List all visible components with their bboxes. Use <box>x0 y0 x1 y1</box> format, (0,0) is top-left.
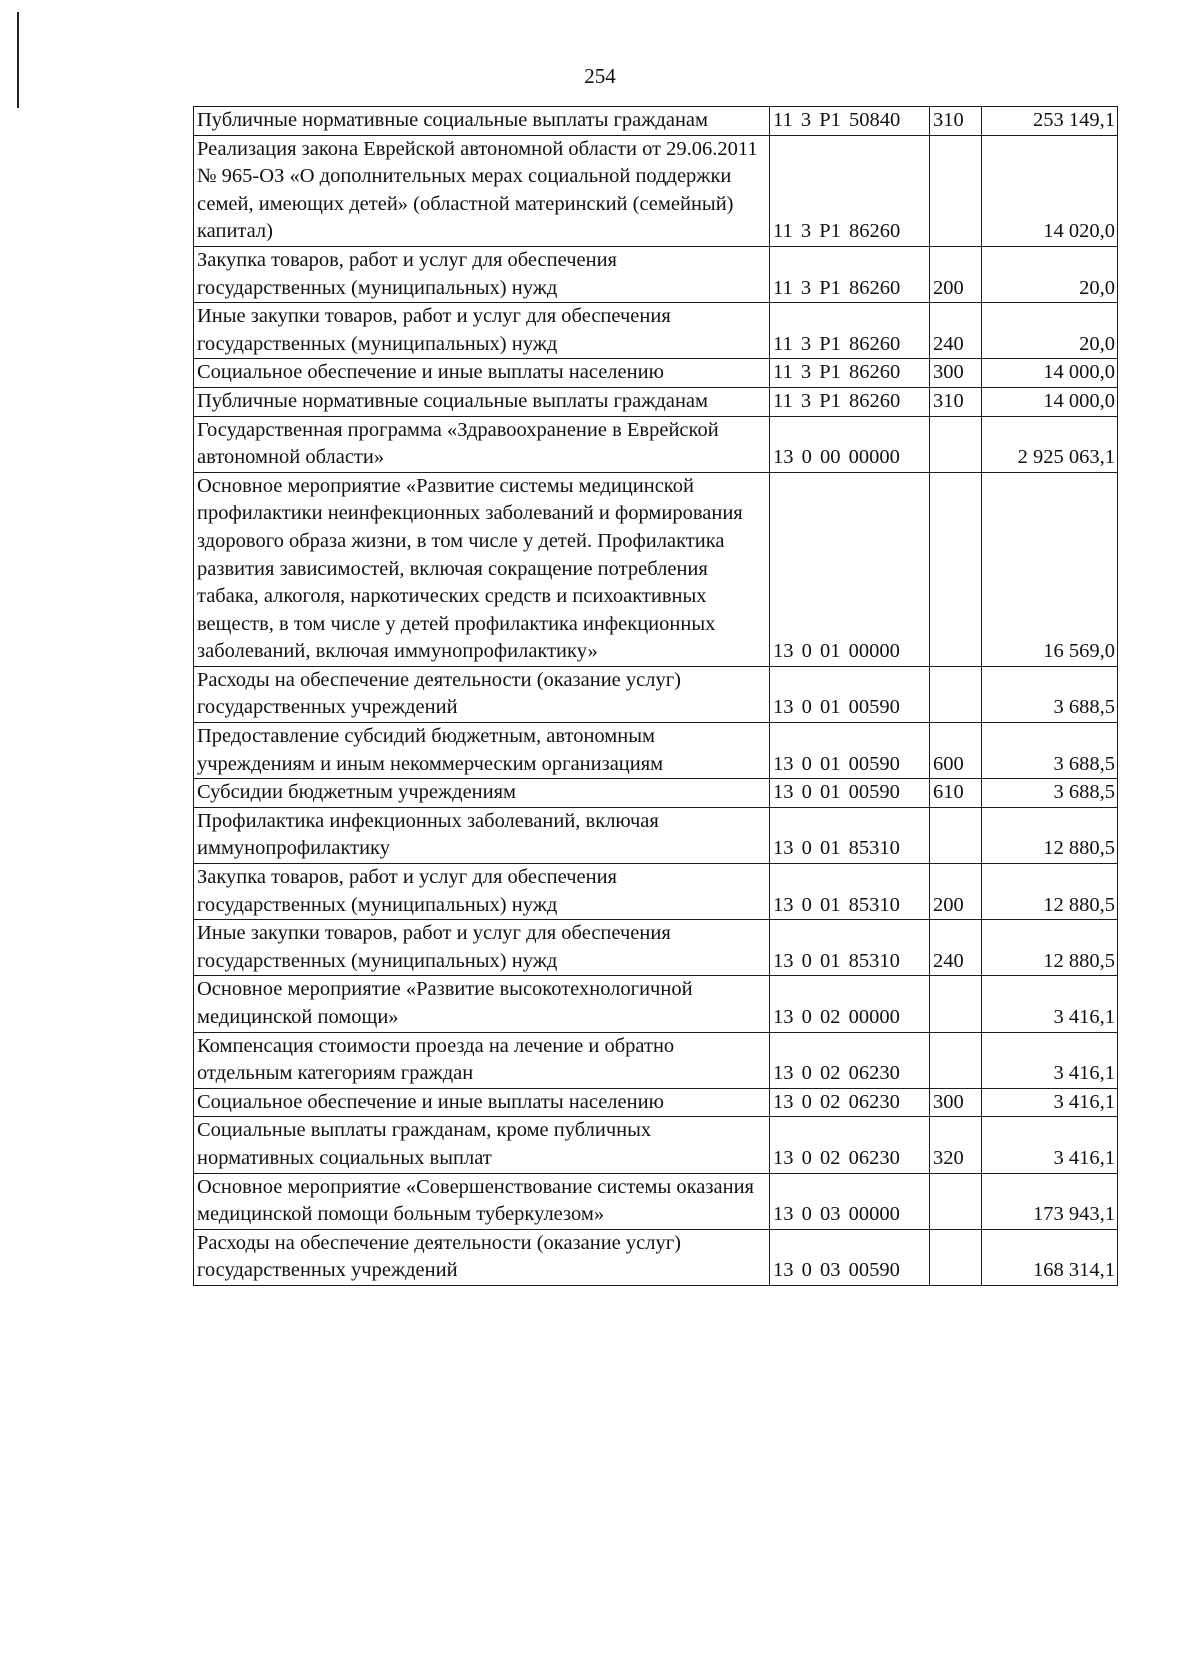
row-code: 13 0 01 00590 <box>770 779 930 808</box>
table-row <box>194 723 1118 779</box>
row-sum: 20,0 <box>982 246 1118 302</box>
row-name: Основное мероприятие «Развитие системы медицинской профилактики неинфекционных заболеваний и формирования здорового образа жизни, в том числе у детей. Профилактика развития зависимостей, включая сокращение потребления табака, алкоголя, наркотических средств и психоактивных веществ, в том числе у детей профилактика инфекционных заболеваний, включая иммунопрофилактику» <box>194 472 770 666</box>
row-sum: 173 943,1 <box>982 1173 1118 1229</box>
row-name: Иные закупки товаров, работ и услуг для обеспечения государственных (муниципальных) нужд <box>194 920 770 976</box>
row-name: Закупка товаров, работ и услуг для обеспечения государственных (муниципальных) нужд <box>194 864 770 920</box>
row-code: 13 0 01 85310 <box>770 807 930 863</box>
table-row <box>194 1032 1118 1088</box>
row-expense-type <box>930 135 982 246</box>
row-code: 13 0 02 00000 <box>770 976 930 1032</box>
table-row <box>194 416 1118 472</box>
row-code: 11 3 P1 86260 <box>770 387 930 416</box>
row-sum: 14 000,0 <box>982 387 1118 416</box>
row-sum: 12 880,5 <box>982 864 1118 920</box>
row-name: Основное мероприятие «Совершенствование системы оказания медицинской помощи больным туберкулезом» <box>194 1173 770 1229</box>
row-expense-type: 200 <box>930 864 982 920</box>
row-sum: 3 416,1 <box>982 1032 1118 1088</box>
row-name: Профилактика инфекционных заболеваний, включая иммунопрофилактику <box>194 807 770 863</box>
row-expense-type: 300 <box>930 1088 982 1117</box>
row-expense-type <box>930 1032 982 1088</box>
table-row <box>194 920 1118 976</box>
row-code: 13 0 00 00000 <box>770 416 930 472</box>
row-sum: 12 880,5 <box>982 920 1118 976</box>
row-expense-type: 240 <box>930 920 982 976</box>
row-sum: 253 149,1 <box>982 107 1118 136</box>
table-row <box>194 666 1118 722</box>
row-sum: 14 000,0 <box>982 359 1118 388</box>
row-sum: 168 314,1 <box>982 1229 1118 1285</box>
row-sum: 12 880,5 <box>982 807 1118 863</box>
table-row <box>194 1229 1118 1285</box>
scan-edge-mark <box>17 12 19 108</box>
row-expense-type: 300 <box>930 359 982 388</box>
row-sum: 14 020,0 <box>982 135 1118 246</box>
row-expense-type: 310 <box>930 107 982 136</box>
row-name: Государственная программа «Здравоохранение в Еврейской автономной области» <box>194 416 770 472</box>
row-code: 13 0 02 06230 <box>770 1032 930 1088</box>
row-expense-type: 600 <box>930 723 982 779</box>
row-sum: 3 416,1 <box>982 1088 1118 1117</box>
table-row <box>194 472 1118 666</box>
table-row <box>194 359 1118 388</box>
row-code: 11 3 P1 86260 <box>770 359 930 388</box>
row-sum: 3 688,5 <box>982 666 1118 722</box>
table-row <box>194 246 1118 302</box>
row-code: 13 0 03 00590 <box>770 1229 930 1285</box>
table-row <box>194 976 1118 1032</box>
row-code: 13 0 02 06230 <box>770 1117 930 1173</box>
table-row <box>194 1117 1118 1173</box>
row-code: 11 3 P1 50840 <box>770 107 930 136</box>
row-name: Реализация закона Еврейской автономной области от 29.06.2011 № 965-ОЗ «О дополнительных мерах социальной поддержки семей, имеющих детей» (областной материнский (семейный) капитал) <box>194 135 770 246</box>
row-code: 13 0 01 00590 <box>770 723 930 779</box>
row-name: Основное мероприятие «Развитие высокотехнологичной медицинской помощи» <box>194 976 770 1032</box>
table-row <box>194 807 1118 863</box>
row-code: 13 0 01 00590 <box>770 666 930 722</box>
table-row <box>194 135 1118 246</box>
row-sum: 2 925 063,1 <box>982 416 1118 472</box>
row-code: 13 0 01 85310 <box>770 920 930 976</box>
row-sum: 3 688,5 <box>982 779 1118 808</box>
row-name: Социальное обеспечение и иные выплаты населению <box>194 359 770 388</box>
row-code: 11 3 P1 86260 <box>770 303 930 359</box>
table-row <box>194 107 1118 136</box>
row-name: Расходы на обеспечение деятельности (оказание услуг) государственных учреждений <box>194 666 770 722</box>
row-expense-type <box>930 416 982 472</box>
row-code: 13 0 03 00000 <box>770 1173 930 1229</box>
row-code: 11 3 P1 86260 <box>770 135 930 246</box>
row-name: Субсидии бюджетным учреждениям <box>194 779 770 808</box>
row-expense-type <box>930 666 982 722</box>
row-name: Расходы на обеспечение деятельности (оказание услуг) государственных учреждений <box>194 1229 770 1285</box>
row-name: Компенсация стоимости проезда на лечение и обратно отдельным категориям граждан <box>194 1032 770 1088</box>
page-number: 254 <box>584 64 616 88</box>
row-sum: 16 569,0 <box>982 472 1118 666</box>
row-name: Социальное обеспечение и иные выплаты населению <box>194 1088 770 1117</box>
row-code: 13 0 01 00000 <box>770 472 930 666</box>
row-expense-type <box>930 472 982 666</box>
table-row <box>194 864 1118 920</box>
row-name: Публичные нормативные социальные выплаты гражданам <box>194 387 770 416</box>
budget-table-body <box>194 107 1118 1286</box>
row-expense-type: 310 <box>930 387 982 416</box>
row-name: Иные закупки товаров, работ и услуг для обеспечения государственных (муниципальных) нужд <box>194 303 770 359</box>
row-expense-type: 610 <box>930 779 982 808</box>
row-code: 13 0 02 06230 <box>770 1088 930 1117</box>
row-sum: 3 688,5 <box>982 723 1118 779</box>
row-sum: 3 416,1 <box>982 1117 1118 1173</box>
row-expense-type <box>930 976 982 1032</box>
table-row <box>194 387 1118 416</box>
row-expense-type <box>930 1173 982 1229</box>
row-expense-type: 200 <box>930 246 982 302</box>
row-sum: 3 416,1 <box>982 976 1118 1032</box>
row-name: Закупка товаров, работ и услуг для обеспечения государственных (муниципальных) нужд <box>194 246 770 302</box>
row-name: Предоставление субсидий бюджетным, автономным учреждениям и иным некоммерческим организациям <box>194 723 770 779</box>
row-expense-type <box>930 807 982 863</box>
budget-table <box>193 106 1118 1286</box>
row-name: Публичные нормативные социальные выплаты гражданам <box>194 107 770 136</box>
row-code: 13 0 01 85310 <box>770 864 930 920</box>
row-expense-type: 320 <box>930 1117 982 1173</box>
table-row <box>194 1088 1118 1117</box>
row-name: Социальные выплаты гражданам, кроме публичных нормативных социальных выплат <box>194 1117 770 1173</box>
row-expense-type: 240 <box>930 303 982 359</box>
table-row <box>194 303 1118 359</box>
row-code: 11 3 P1 86260 <box>770 246 930 302</box>
row-sum: 20,0 <box>982 303 1118 359</box>
table-row <box>194 779 1118 808</box>
row-expense-type <box>930 1229 982 1285</box>
table-row <box>194 1173 1118 1229</box>
